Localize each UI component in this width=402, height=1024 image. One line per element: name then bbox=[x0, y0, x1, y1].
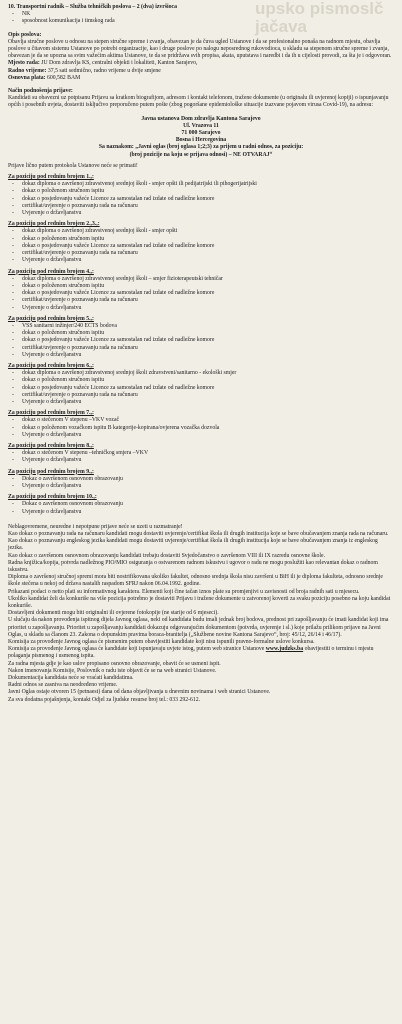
closing-paragraph: Komisija za provođenje Javnog oglasa će pismenim putem obavijestiti kandidate koji nisu ispunili pravno-formalne uslove konkursa. bbox=[8, 639, 315, 646]
requirement-item: - Uvjerenje o državljanstvu bbox=[8, 399, 394, 406]
requirement-item: - Uvjerenje o državljanstvu bbox=[8, 257, 394, 264]
position-requirements-title: Za poziciju pod rednim brojem 8.,: bbox=[8, 442, 94, 449]
position-requirements-title: Za poziciju pod rednim brojem 4.,: bbox=[8, 268, 94, 275]
requirement-item: - sposobnost komunikacija i timskog rada bbox=[8, 18, 394, 25]
requirement-item: - dokaz diploma o završenoj zdravstvenoj srednjoj školi - smjer opšti ili pedijatrijski ili pihogerijatrijski bbox=[8, 181, 394, 188]
address-line: Bosna i Hercegovina bbox=[175, 137, 227, 144]
position-requirements-title: Za poziciju pod rednim brojem 1.,: bbox=[8, 174, 94, 181]
job-desc-text: Obavlja stručne poslove u odnosu na stepen stručne spreme i zvanja, obavezan je da čuva ugled Ustanove i da se profesionalno ponaša na radnom mjestu, obavlja poslove u čitavom sistemu Ustanove po potrebi organizacije, kao i druge poslove po nalogu neposrednog rukovodioca, u skladu sa stepenom stručne spreme i zvanja, obavezan je da se upozna sa svim važećim aktima Ustanove, te da se pridržava svih propisa, akata, uputstava i naredbi i da ih u cijelosti provodi, za šta je i odgovoran. bbox=[8, 38, 392, 60]
bleed-through-text: upsko pismoslč jačava bbox=[255, 0, 384, 36]
closing-paragraph: Kao dokaz o poznavanju engleskog jezika kandidati mogu dostaviti uvjerenje/certifikat škola ili drugih institucija koje se bave obučavanjem znanja iz engleskog jezika. bbox=[8, 538, 378, 552]
requirement-item: - dokaz o posjedovanju važeće Licence za samostalan rad izdate od nadležne komore bbox=[8, 385, 394, 392]
requirement-item: - certifikat/uvjerenje o poznavanju rada na računaru bbox=[8, 297, 394, 304]
requirement-item: - certifikat/uvjerenje o poznavanju rada na računaru bbox=[8, 345, 394, 352]
requirement-item: - Uvjerenje o državljanstvu bbox=[8, 305, 394, 312]
position-requirements-title: Za poziciju pod rednim brojem 9.,: bbox=[8, 468, 94, 475]
work-place: Mjesto rada: JU Dom zdravlja KS, centralni objekti i lokaliteti, Kanton Sarajevo, bbox=[8, 60, 198, 67]
requirement-item: - dokaz diploma o završenoj zdravstvenoj srednjoj školi – smjer fizioterapeutski tehničar bbox=[8, 276, 394, 283]
requirement-item: - NK bbox=[8, 11, 394, 18]
submit-text: Kandidati su obavezni uz potpisanu Prijavu sa kratkom biografijom, adresom i kontakt telefonom, tražene dokumente (u originalu ili uvjerenoj kopiji) o ispunjavanju općih i posebnih uvjeta, dostaviti isključivo preporučeno putem pošte (zbog pogoršane epidemiološke situacije izazvane pojavom virusa Covid-19), na adresu: bbox=[8, 95, 389, 109]
address-line: 71 000 Sarajevo bbox=[181, 130, 221, 137]
position-requirements-title: Za poziciju pod rednim brojem 10.,: bbox=[8, 494, 97, 501]
requirement-item: - Uvjerenje o državljanstvu bbox=[8, 457, 394, 464]
requirement-item: - Uvjerenje o državljanstvu bbox=[8, 210, 394, 217]
requirement-item: - Uvjerenje o državljanstvu bbox=[8, 352, 394, 359]
address-line: Javna ustanova Dom zdravlja Kantona Sarajevo bbox=[141, 115, 261, 122]
requirement-item: - dokaz o posjedovanju važeće Licence za samostalan rad izdate od nadležne komore bbox=[8, 243, 394, 250]
requirement-item: - dokaz o položenom stručnom ispitu bbox=[8, 283, 394, 290]
requirement-item: - dokaz o stečenom V stepenu –tehničkog smjera –VKV bbox=[8, 450, 394, 457]
closing-paragraph: Komisija za provođenje Javnog oglasa će kandidate koji ispunjavaju uvjete istog, putem web stranice Ustanove www.judzks.ba obavijestiti o terminu i mjestu polaganja pismenog i usmenog ispita. bbox=[8, 646, 374, 660]
closing-paragraph: Kao dokaz o poznavanju rada na računaru kandidati mogu dostaviti uvjerenje/certifikat škola ili drugih institucija koje se bave obučavanjem znanja rada na računaru. bbox=[8, 531, 389, 537]
requirement-item: - Uvjerenje o državljanstvu bbox=[8, 509, 394, 516]
closing-paragraph: Radni odnos se zasniva na neodređeno vrijeme. bbox=[8, 682, 118, 689]
requirement-item: - dokaz o položenom stručnom ispitu bbox=[8, 377, 394, 384]
requirement-item: - dokaz o posjedovanju važeće Licence za samostalan rad izdate od nadležne komore bbox=[8, 196, 394, 203]
website-link[interactable]: www.judzks.ba bbox=[265, 646, 304, 653]
requirement-item: - Dokaz o završenom osnovnom obrazovanju bbox=[8, 501, 394, 508]
closing-paragraph: Ukoliko kandidat želi da konkuriše na više pozicija potrebno je dostaviti Prijavu i tražene dokumente u zatvorenoj koverti za svaku poziciju posebno na koju kandidat konkuriše. bbox=[8, 595, 391, 610]
closing-paragraph: Javni Oglas ostaje otvoren 15 (petnaest) dana od dana objavljivanja u dnevnim novinama i web stranici Ustanove. bbox=[8, 689, 271, 696]
closing-paragraph: Za radna mjesta gdje je kao uslov propisano osnovno obrazovanje, obavit će se usmeni ispit. bbox=[8, 660, 221, 667]
closing-paragraph: Dostavljeni dokumenti mogu biti originalni ili ovjerene fotokopije (ne starije od 6 mjeseci). bbox=[8, 610, 219, 617]
job-notice bbox=[8, 4, 394, 704]
requirement-item: - dokaz o posjedovanju važeće Licence za samostalan rad izdate od nadležne komore bbox=[8, 290, 394, 297]
work-hours: Radno vrijeme: 37,5 sati sedmično, radno vrijeme u dvije smjene bbox=[8, 67, 161, 74]
job-desc-title: Opis poslova: bbox=[8, 31, 42, 38]
position-heading: 10. Transportni radnik – Služba tehničkih poslova – 2 (dva) izvršioca bbox=[8, 4, 177, 10]
base-salary: Osnovna plata: 600,582 BAM bbox=[8, 74, 81, 81]
requirement-item: - Uvjerenje o državljanstvu bbox=[8, 483, 394, 490]
requirement-item: - dokaz o položenom stručnom ispitu bbox=[8, 188, 394, 195]
closing-paragraph: Nakon imenovanja Komisije, Poslovnik o radu iste objavit će se na web stranici Ustanove. bbox=[8, 667, 217, 674]
requirement-item: - Dokaz o završenom osnovnom obrazovanju bbox=[8, 476, 394, 483]
requirement-item: - dokaz o položenom stručnom ispitu bbox=[8, 330, 394, 337]
closing-paragraph: Kao dokaz o završenom osnovnom obrazovanju kandidati trebaju dostaviti Svjedočanstvo o završenom VIII ili IX razredu osnovne škole. bbox=[8, 552, 326, 559]
position-requirements-title: Za poziciju pod rednim brojem 7.,: bbox=[8, 410, 94, 417]
requirement-item: - certifikat/uvjerenje o poznavanju rada na računaru bbox=[8, 203, 394, 210]
closing-paragraph: Dokumentacija kandidata neće se vraćati kandidatima. bbox=[8, 675, 134, 682]
address-line: (broj pozicije na koju se prijava odnosi) – NE OTVARAJ“ bbox=[129, 151, 273, 158]
requirement-item: - Uvjerenje o državljanstvu bbox=[8, 432, 394, 439]
requirement-item: - dokaz o stečenom V stepenu –VKV vozač bbox=[8, 417, 394, 424]
closing-paragraph: Za sva dodatna pojašnjenja, kontakt Odjel za ljudske resurse broj tel.: 033 292-612. bbox=[8, 696, 201, 703]
closing-paragraph: Neblagovremene, neuredne i nepotpune prijave neće se uzeti u razmatranje! bbox=[8, 523, 183, 530]
requirement-item: - VSS sanitarni inžinjer/240 ECTS bodova bbox=[8, 323, 394, 330]
closing-paragraph: Prikazani podaci o netto plati su informativnog karaktera. Elementi koji čine tačan iznos plate su promjenjivi u zavisnosti od broja radnih sati u mjesecu. bbox=[8, 588, 360, 595]
closing-paragraph: Diploma o završenoj stručnoj spremi mora biti nostrifikovana ukoliko fakultet, odnosno srednja škola nisu završeni u BiH ili je diploma fakulteta, odnosno srednje škole stečena u nekoj od država nastalih raspadom SFRJ nakon 06.04.1992. godine. bbox=[8, 574, 383, 588]
position-requirements-title: Za poziciju pod rednim brojem 5.,: bbox=[8, 315, 94, 322]
closing-paragraph: Radna knjižica/kopija, potvrda nadležnog PIO/MIO osiguranja o ostvarenom radnom iskustvu i ugovor o radu ne mogu poslužiti kao relevantan dokaz o radnom iskustvu. bbox=[8, 559, 378, 574]
requirement-item: - dokaz diploma o završenoj zdravstvenoj srednjoj školi zdravstveni/sanitarno - ekološki smjer bbox=[8, 370, 394, 377]
address-line: Ul. Vrazova 11 bbox=[183, 122, 219, 129]
position-requirements-title: Za poziciju pod rednim brojem 2.,3.,: bbox=[8, 221, 100, 228]
closing-paragraph: U slučaju da nakon provođenja ispitnog dijela Javnog oglasa, neki od kandidata budu imali jednak broj bodova, prednost pri zapošljavanju će imati kandidat koji ima prioritet u zapošljavanju. Prioritet u zapošljavanju kandidati dokazuju odgovarajućim dokumentom (potvrda, uvjerenje i sl.) koje prilažu prilikom prijave na Javni Oglas, u skladu sa članom 23. Zakona o dopunskim pravima boraca-branitelja („Službene novine Kantona Sarajevo“, broj: 45/12, 26/14 i 46/17). bbox=[8, 617, 389, 638]
requirement-item: - dokaz o položenom stručnom ispitu bbox=[8, 236, 394, 243]
positions-list bbox=[8, 174, 394, 520]
requirement-item: - dokaz o položenom vozačkom ispitu B kategorije-kopirana/ovjerena vozačka dozvola bbox=[8, 425, 394, 432]
address-line: Sa naznakom: „Javni oglas (broj oglasa 1;2;3) za prijem u radni odnos, za poziciju: bbox=[98, 144, 304, 151]
requirement-item: - certifikat/uvjerenje o poznavanju rada na računaru bbox=[8, 392, 394, 399]
requirement-item: - dokaz o posjedovanju važeće Licence za samostalan rad izdate od nadležne komore bbox=[8, 337, 394, 344]
requirement-item: - dokaz diploma o završenoj zdravstvenoj srednjoj školi - smjer opšti bbox=[8, 228, 394, 235]
position-requirements-title: Za poziciju pod rednim brojem 6.,: bbox=[8, 362, 94, 369]
submit-title: Način podnošenja prijave: bbox=[8, 88, 73, 95]
requirement-item: - certifikat/uvjerenje o poznavanju rada na računaru bbox=[8, 250, 394, 257]
personal-submission-note: Prijave lično putem protokola Ustanove neće se primati! bbox=[8, 162, 138, 169]
